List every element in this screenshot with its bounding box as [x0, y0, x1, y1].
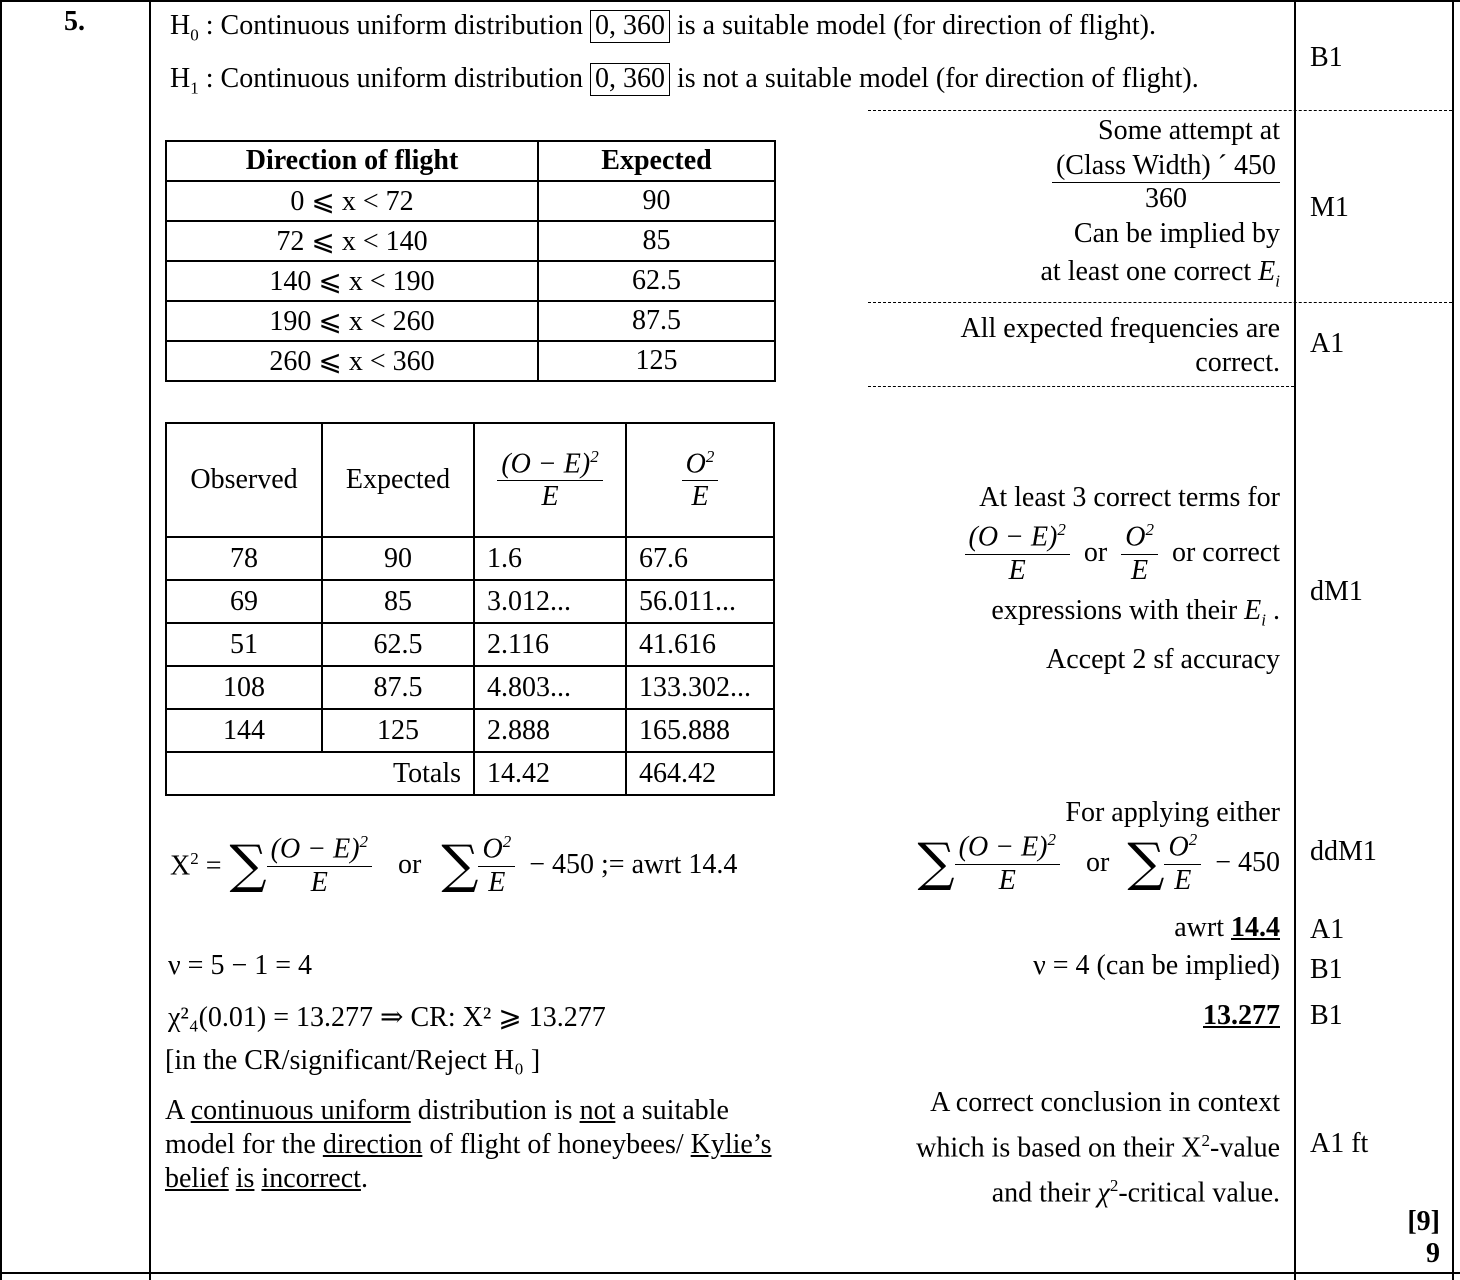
dm1-line1: At least 3 correct terms for [979, 482, 1280, 513]
chi-squared-formula [170, 832, 737, 899]
expected-cell: 125 [538, 341, 775, 381]
header-o: O [685, 447, 706, 479]
class-width-fraction [1052, 150, 1280, 215]
awrt-value: 14.4 [1231, 912, 1280, 943]
a1ft-note [860, 1084, 1280, 1213]
h0-symbol: H [170, 10, 191, 41]
a1-line2: correct. [1195, 347, 1280, 378]
total-marks-bracket: [9] [1407, 1206, 1440, 1237]
mark-ddm1: ddM1 [1310, 836, 1377, 867]
h1-subscript: 1 [190, 78, 199, 98]
dm1-note [900, 480, 1280, 680]
dm1-line3: expressions with their [991, 594, 1238, 626]
h0-subscript: 0 [190, 25, 199, 45]
awrt-note [980, 912, 1280, 944]
observed-cell: 78 [166, 537, 322, 580]
term2-cell: 67.6 [626, 537, 774, 580]
fraction-numerator: (Class Width) ´ 450 [1052, 150, 1280, 183]
m1-note [960, 112, 1280, 301]
separator-m1 [868, 302, 1452, 303]
table-row [166, 537, 774, 580]
nu-note: ν = 4 (can be implied) [1033, 950, 1280, 981]
table-row [166, 709, 774, 752]
direction-cell: 140 ⩽ x < 190 [166, 261, 538, 301]
totals-label: Totals [322, 752, 474, 795]
expected-cell: 125 [322, 709, 474, 752]
chi-x: $X^2$ = [170, 848, 222, 882]
o-squared-fraction: $\frac{O^2}{E}$ [1121, 520, 1158, 587]
ddm1-fraction-1: $\frac{(O - E)^2}{E}$ [955, 830, 1060, 897]
expected-cell: 90 [538, 181, 775, 221]
a1ft-line1: A correct conclusion in context [930, 1087, 1280, 1118]
awrt-prefix: awrt [1174, 912, 1224, 943]
ddm1-or: or [1086, 847, 1110, 879]
term2-cell: 133.302... [626, 666, 774, 709]
sigma-symbol-3: ∑ [917, 833, 955, 894]
h0-text-a: : Continuous uniform distribution [205, 10, 583, 41]
table-header-row [166, 423, 774, 537]
term2-cell: 165.888 [626, 709, 774, 752]
formula-fraction-1: $\frac{(O - E)^2}{E}$ [267, 832, 372, 899]
observed-cell: 69 [166, 580, 322, 623]
conclusion-text: A continuous uniform distribution is not a suitable model for the direction of flight of honeybees/ Kylie’s belief is incorrect. [165, 1095, 772, 1194]
chi-squared-calculation-table [165, 422, 775, 796]
ddm1-line1: For applying either [1065, 797, 1280, 828]
critical-value-note: 13.277 [1203, 1000, 1280, 1031]
mark-b1-cr: B1 [1310, 1000, 1343, 1031]
term2-cell: 56.011... [626, 580, 774, 623]
expected-cell: 85 [538, 221, 775, 261]
expected-cell: 87.5 [322, 666, 474, 709]
a1-line1: All expected frequencies are [960, 313, 1280, 344]
table-row [166, 341, 775, 381]
header-o-minus-e-squared-over-e: $\frac{(O - E)^2}{E}$ [474, 423, 626, 537]
mark-b1-nu: B1 [1310, 954, 1343, 985]
observed-cell: 108 [166, 666, 322, 709]
totals-row [166, 752, 774, 795]
frame-number-column-divider [149, 0, 151, 1280]
m1-line3: Can be implied by [1073, 218, 1280, 250]
mark-dm1: dM1 [1310, 576, 1363, 607]
m1-ei: E [1258, 256, 1276, 288]
mark-m1: M1 [1310, 192, 1349, 223]
term1-cell: 4.803... [474, 666, 626, 709]
expected-frequencies-table [165, 140, 776, 382]
table-row [166, 261, 775, 301]
expected-cell: 62.5 [538, 261, 775, 301]
frame-marks-column-divider [1294, 0, 1296, 1280]
frame-right-border [1452, 0, 1454, 1280]
h1-interval: 0, 360 [590, 63, 670, 96]
sigma-symbol-2: ∑ [441, 835, 479, 896]
expected-cell: 87.5 [538, 301, 775, 341]
table-row [166, 181, 775, 221]
reject-statement: [in the CR/significant/Reject H₀ ] [165, 1045, 541, 1076]
header-e-den-1: E [541, 481, 559, 513]
header-expected: Expected [538, 141, 775, 181]
formula-or: or [398, 849, 422, 881]
term1-cell: 3.012... [474, 580, 626, 623]
observed-cell: 144 [166, 709, 322, 752]
direction-cell: 260 ⩽ x < 360 [166, 341, 538, 381]
ddm1-formula-line [880, 830, 1280, 897]
term1-cell: 2.116 [474, 623, 626, 666]
m1-line1: Some attempt at [1098, 115, 1280, 146]
sigma-symbol-4: ∑ [1127, 833, 1165, 894]
dm1-or-correct: or correct [1171, 537, 1280, 569]
term1-cell: 1.6 [474, 537, 626, 580]
direction-cell: 190 ⩽ x < 260 [166, 301, 538, 341]
header-o-minus-e: (O − E) [501, 447, 591, 479]
table-row [166, 301, 775, 341]
term1-cell: 2.888 [474, 709, 626, 752]
totals-blank-cell [166, 752, 322, 795]
expected-cell: 85 [322, 580, 474, 623]
critical-region: χ²₄(0.01) = 13.277 ⇒ CR: X² ⩾ 13.277 [168, 1002, 606, 1033]
mark-a1ft: A1 ft [1310, 1128, 1369, 1159]
degrees-of-freedom: ν = 5 − 1 = 4 [168, 950, 313, 981]
m1-line4: at least one correct [1040, 256, 1252, 288]
dm1-line3-wrap: expressions with their $E_i$ . [991, 594, 1280, 630]
table-header-row [166, 141, 775, 181]
formula-fraction-2: $\frac{O^2}{E}$ [478, 832, 515, 899]
dm1-formula-line [900, 520, 1280, 587]
observed-cell: 51 [166, 623, 322, 666]
question-number: 5. [64, 6, 85, 37]
frame-bottom-border [0, 1272, 1460, 1274]
frame-top-border [0, 0, 1460, 2]
table-row [166, 221, 775, 261]
totals-term1: 14.42 [474, 752, 626, 795]
header-o-squared-over-e: $\frac{O^2}{E}$ [626, 423, 774, 537]
header-e-den-2: E [691, 481, 709, 513]
a1ft-line3: and their $\chi^2$-critical value. [991, 1176, 1280, 1209]
hypothesis-h1 [170, 63, 1199, 99]
fraction-denominator: 360 [1144, 183, 1187, 215]
separator-b1 [868, 110, 1452, 111]
o-minus-e-fraction: $\frac{(O - E)^2}{E}$ [965, 520, 1070, 587]
table-row [166, 666, 774, 709]
formula-tail: − 450 ;= awrt 14.4 [529, 849, 738, 881]
hypothesis-h0 [170, 10, 1156, 46]
separator-a1 [868, 386, 1294, 387]
m1-line4-wrap [960, 253, 1280, 301]
h0-interval: 0, 360 [590, 10, 670, 43]
expected-cell: 62.5 [322, 623, 474, 666]
table-row [166, 623, 774, 666]
h0-text-b: is a suitable model (for direction of flight). [676, 10, 1156, 41]
header-direction: Direction of flight [166, 141, 538, 181]
h1-text-a: : Continuous uniform distribution [205, 63, 583, 94]
h1-text-b: is not a suitable model (for direction of flight). [676, 63, 1199, 94]
mark-a1-awrt: A1 [1310, 914, 1345, 945]
term2-cell: 41.616 [626, 623, 774, 666]
ddm1-tail: − 450 [1215, 847, 1280, 879]
ddm1-fraction-2: $\frac{O^2}{E}$ [1164, 830, 1201, 897]
total-marks: 9 [1426, 1238, 1440, 1269]
header-expected: Expected [322, 423, 474, 537]
a1-note [900, 312, 1280, 380]
frame-left-border [0, 0, 2, 1280]
a1ft-line2: which is based on their $X^2$-value [916, 1131, 1280, 1164]
mark-a1-expected: A1 [1310, 328, 1345, 359]
dm1-line4: Accept 2 sf accuracy [1046, 644, 1280, 676]
expected-cell: 90 [322, 537, 474, 580]
h1-symbol: H [170, 63, 191, 94]
table-row [166, 580, 774, 623]
header-observed: Observed [166, 423, 322, 537]
mark-b1-hypotheses: B1 [1310, 42, 1343, 73]
ddm1-note [880, 796, 1280, 897]
m1-fraction [960, 150, 1280, 215]
sigma-symbol-1: ∑ [229, 835, 267, 896]
totals-term2: 464.42 [626, 752, 774, 795]
dm1-or: or [1083, 537, 1108, 569]
m1-ei-sub: i [1275, 271, 1280, 291]
direction-cell: 72 ⩽ x < 140 [166, 221, 538, 261]
direction-cell: 0 ⩽ x < 72 [166, 181, 538, 221]
